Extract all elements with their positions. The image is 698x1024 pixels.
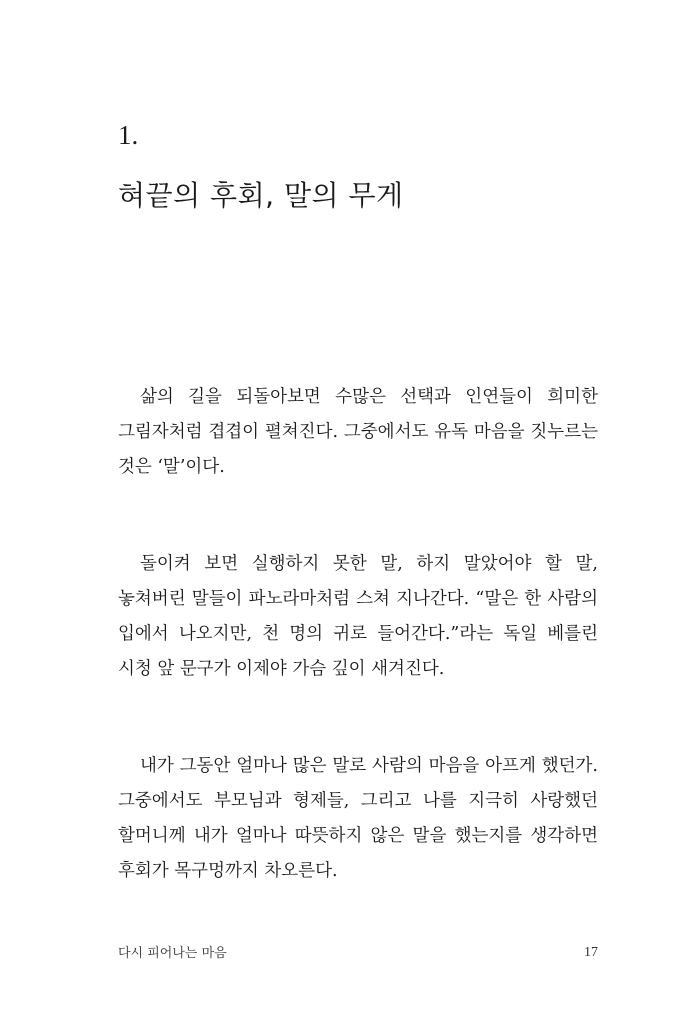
paragraph: 돌이켜 보면 실행하지 못한 말, 하지 말았어야 할 말, 놓쳐버린 말들이 파노라마처럼 스쳐 지나간다. “말은 한 사람의 입에서 나오지만, 천 명의 귀로 들어간다.”라는 독일 베를린 시청 앞 문구가 이제야 가슴 깊이 새겨진다.	[118, 554, 598, 679]
page-number: 17	[584, 945, 598, 960]
body-text	[118, 380, 598, 889]
paragraph: 삶의 길을 되돌아보면 수많은 선택과 인연들이 희미한 그림자처럼 겹겹이 펼쳐진다. 그중에서도 유독 마음을 짓누르는 것은 ‘말’이다.	[118, 387, 598, 477]
chapter-number: 1.	[118, 120, 139, 150]
paragraph: 내가 그동안 얼마나 많은 말로 사람의 마음을 아프게 했던가. 그중에서도 부모님과 형제들, 그리고 나를 지극히 사랑했던 할머니께 내가 얼마나 따뜻하지 않은 말을 했는지를 생각하면 후회가 목구멍까지 차오른다.	[118, 756, 598, 881]
chapter-title: 혀끝의 후회, 말의 무게	[118, 179, 404, 212]
running-footer-book-title: 다시 피어나는 마음	[118, 946, 227, 961]
